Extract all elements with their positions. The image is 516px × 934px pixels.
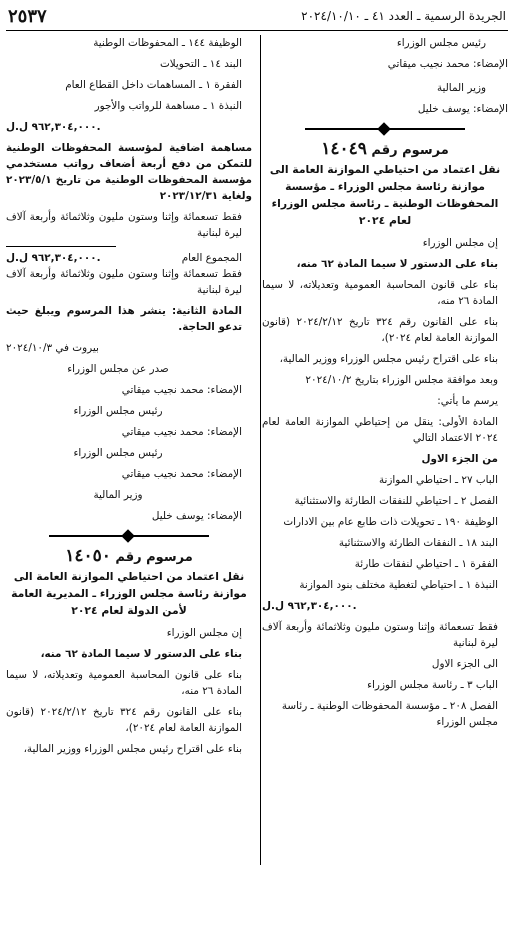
amount: ٩٦٢,٣٠٤,٠٠٠ ل.ل. — [6, 121, 101, 133]
page-number: ٢٥٣٧ — [8, 6, 47, 27]
budget-line: البند ١٤ ـ التحويلات — [159, 58, 242, 70]
budget-line: الوظيفة ١٩٠ ـ تحويلات ذات طابع عام بين الادارات — [283, 516, 498, 528]
from-part: من الجزء الاول — [421, 453, 498, 465]
budget-line: الوظيفة ١٤٤ ـ المحفوظات الوطنية — [93, 37, 242, 49]
signatory-role: رئيس مجلس الوزراء — [73, 405, 163, 417]
decree-label: مرسوم رقم — [371, 143, 449, 158]
column-divider — [260, 35, 261, 865]
total-rule — [6, 246, 116, 247]
paragraph: بناء على قانون المحاسبة العمومية وتعديلاته، لا سيما المادة ٢٦ منه، — [6, 669, 242, 697]
grand-total-row — [6, 250, 252, 266]
decree-heading — [6, 548, 252, 566]
signatory-role: وزير المالية — [436, 82, 486, 94]
decree-subject: نقل اعتماد من احتياطي الموازنة العامة الى موازنة رئاسة مجلس الوزراء ـ المديرية العامة لأمن الدولة لعام ٢٠٢٤ — [11, 570, 247, 617]
left-column — [6, 35, 252, 762]
paragraph: بناء على اقتراح رئيس مجلس الوزراء ووزير المالية، — [23, 743, 242, 755]
to-part: الى الجزء الاول — [431, 658, 498, 670]
amount-in-words: فقط تسعمائة وإثنا وستون مليون وثلاثمائة وأربعة آلاف ليرة لبنانية — [262, 621, 498, 649]
paragraph: بناء على الدستور لا سيما المادة ٦٢ منه، — [40, 648, 242, 660]
decree-subject: نقل اعتماد من احتياطي الموازنة العامة الى موازنة رئاسة مجلس الوزراء ـ مؤسسة المحفوظات الوطنية ـ رئاسة مجلس الوزراء لعام ٢٠٢٤ — [269, 163, 501, 227]
signatory-role: رئيس مجلس الوزراء — [73, 447, 163, 459]
gazette-title: الجريدة الرسمية ـ العدد ٤١ ـ ٢٠٢٤/١٠/١٠ — [301, 9, 506, 23]
budget-line: النبذة ١ ـ مساهمة للرواتب والأجور — [94, 100, 242, 112]
decree-number: ١٤٠٥٠ — [65, 546, 111, 566]
issued-by: صدر عن مجلس الوزراء — [67, 363, 169, 375]
budget-line: النبذة ١ ـ احتياطي لتغطية مختلف بنود الموازنة — [299, 579, 498, 591]
budget-line: الفصل ٢ ـ احتياطي للنفقات الطارئة والاستثنائية — [294, 495, 498, 507]
section-divider — [305, 123, 465, 135]
place-date: بيروت في ٢٠٢٤/١٠/٣ — [6, 342, 99, 354]
paragraph: بناء على الدستور لا سيما المادة ٦٢ منه، — [296, 258, 498, 270]
right-column — [262, 35, 508, 735]
paragraph: بناء على اقتراح رئيس مجلس الوزراء ووزير المالية، — [279, 353, 498, 365]
signatory-name: الإمضاء: محمد نجيب ميقاتي — [121, 468, 242, 480]
paragraph: بناء على قانون المحاسبة العمومية وتعديلاته، لا سيما المادة ٢٦ منه، — [262, 279, 498, 307]
amount: ٩٦٢,٣٠٤,٠٠٠ ل.ل. — [262, 600, 357, 612]
total-amount: ٩٦٢,٣٠٤,٠٠٠ ل.ل. — [6, 252, 101, 264]
amount-in-words: فقط تسعمائة وإثنا وستون مليون وثلاثمائة وأربعة آلاف ليرة لبنانية — [6, 211, 242, 239]
budget-line: الفقرة ١ ـ المساهمات داخل القطاع العام — [65, 79, 242, 91]
total-label: المجموع العام — [181, 252, 242, 264]
signatory-name: الإمضاء: محمد نجيب ميقاتي — [121, 384, 242, 396]
budget-line: الفصل ٢٠٨ ـ مؤسسة المحفوظات الوطنية ـ رئاسة مجلس الوزراء — [281, 700, 498, 728]
decree-label: مرسوم رقم — [115, 550, 193, 565]
page-header — [6, 6, 508, 31]
budget-line: الفقرة ١ ـ احتياطي لنفقات طارئة — [354, 558, 498, 570]
signatory-name: الإمضاء: محمد نجيب ميقاتي — [387, 58, 508, 70]
budget-line: الباب ٣ ـ رئاسة مجلس الوزراء — [367, 679, 498, 691]
article-one: المادة الأولى: ينقل من إحتياطي الموازنة العامة لعام ٢٠٢٤ الاعتماد التالي — [262, 416, 498, 444]
paragraph: بناء على القانون رقم ٣٢٤ تاريخ ٢٠٢٤/٢/١٢ (قانون الموازنة العامة لعام ٢٠٢٤)، — [6, 706, 243, 734]
signatory-name: الإمضاء: يوسف خليل — [417, 103, 508, 115]
decree-number: ١٤٠٤٩ — [321, 139, 367, 159]
paragraph: وبعد موافقة مجلس الوزراء بتاريخ ٢٠٢٤/١٠/٢ — [305, 374, 498, 386]
signatory-name: الإمضاء: يوسف خليل — [151, 510, 242, 522]
paragraph: يرسم ما يأتي: — [437, 395, 498, 407]
contribution-description: مساهمة اضافية لمؤسسة المحفوظات الوطنية للتمكن من دفع أربعة أضعاف رواتب مستخدمي مؤسسة المحفوظات الوطنية من تاريخ ٢٠٢٣/٥/١ ولغاية ٢٠٢٣/١٢/٣١ — [6, 142, 252, 202]
decree-heading — [262, 141, 508, 159]
signatory-role: وزير المالية — [93, 489, 143, 501]
signatory-role: رئيس مجلس الوزراء — [396, 37, 486, 49]
section-divider — [49, 530, 209, 542]
signatory-name: الإمضاء: محمد نجيب ميقاتي — [121, 426, 242, 438]
paragraph: إن مجلس الوزراء — [422, 237, 498, 249]
paragraph: إن مجلس الوزراء — [166, 627, 242, 639]
total-in-words: فقط تسعمائة وإثنا وستون مليون وثلاثمائة وأربعة آلاف ليرة لبنانية — [6, 268, 242, 296]
article-two: المادة الثانية: ينشر هذا المرسوم ويبلغ حيث تدعو الحاجة. — [6, 305, 242, 333]
budget-line: البند ١٨ ـ النفقات الطارئة والاستثنائية — [338, 537, 498, 549]
budget-line: الباب ٢٧ ـ احتياطي الموازنة — [378, 474, 498, 486]
paragraph: بناء على القانون رقم ٣٢٤ تاريخ ٢٠٢٤/٢/١٢ (قانون الموازنة العامة لعام ٢٠٢٤)، — [262, 316, 499, 344]
